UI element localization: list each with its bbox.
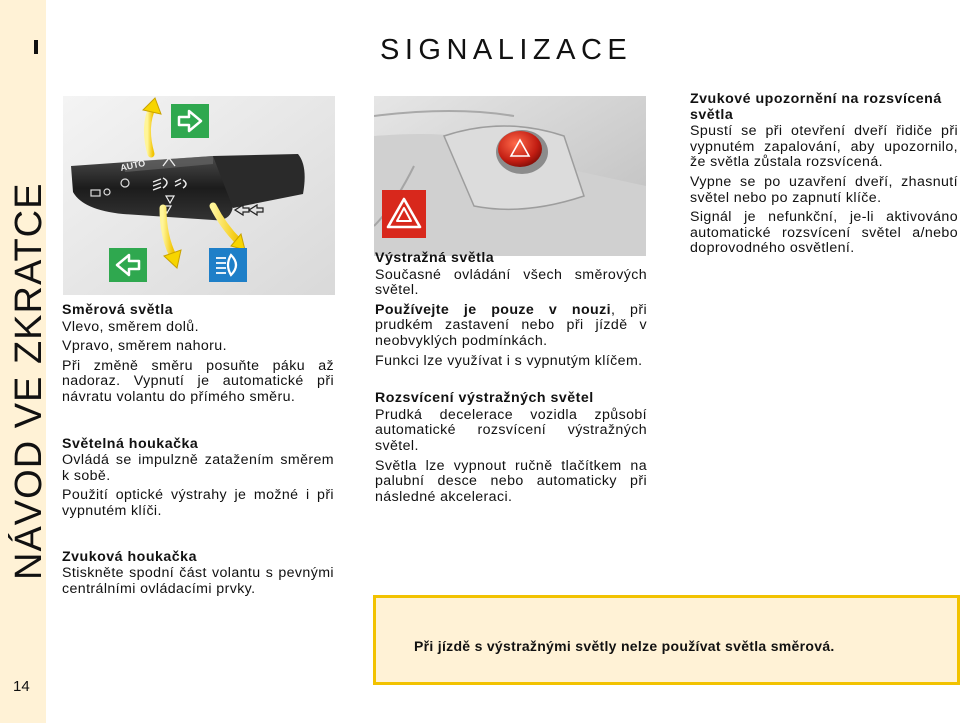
section-heading-turn-signals: Směrová světla [62, 302, 174, 318]
paragraph: Současné ovládání všech směrových světel. [375, 266, 647, 299]
paragraph: Vlevo, směrem dolů. [62, 318, 199, 335]
stalk-auto-label: AUTO [119, 157, 147, 173]
indicator-stalk-illustration [63, 96, 335, 295]
column-middle [375, 251, 647, 509]
warning-text: Při jízdě s výstražnými světly nelze používat světla směrová. [414, 638, 835, 654]
paragraph: Vpravo, směrem nahoru. [62, 338, 227, 355]
headlight-flash-icon [209, 248, 247, 282]
section-heading-hazard-activation: Rozsvícení výstražných světel [375, 390, 594, 407]
paragraph: Spustí se při otevření dveří řidiče při vypnutém zapalování, aby upozornilo, že světla zůstala rozsvícená. [690, 123, 958, 171]
emphasis-text: Používejte je pouze v nouzi [375, 301, 611, 318]
hazard-warning-icon [382, 190, 426, 238]
column-right [690, 92, 958, 261]
hazard-switch-illustration [374, 96, 646, 256]
paragraph [375, 303, 647, 350]
right-turn-indicator-icon [171, 104, 209, 138]
section-heading-headlight-flash: Světelná houkačka [62, 435, 199, 452]
section-heading-lights-on-alert: Zvukové upozornění na rozsvícená světla [690, 91, 942, 123]
paragraph: Použití optické výstrahy je možné i při vypnutém klíči. [62, 487, 334, 519]
left-turn-indicator-icon [109, 248, 147, 282]
section-marker [34, 40, 38, 54]
paragraph: Prudká decelerace vozidla způsobí automatické rozsvícení výstražných světel. [375, 406, 647, 454]
paragraph: Ovládá se impulzně zatažením směrem k sobě. [62, 452, 334, 484]
paragraph-rest: , při prudkém zastavení nebo při jízdě v neobvyklých podmínkách. [375, 301, 647, 349]
warning-box [373, 595, 960, 685]
page-title: SIGNALIZACE [380, 34, 633, 66]
section-heading-horn: Zvuková houkačka [62, 548, 197, 565]
paragraph: Vypne se po uzavření dveří, zhasnutí světel nebo po zapnutí klíče. [690, 173, 958, 206]
paragraph: Stiskněte spodní část volantu s pevnými centrálními ovládacími prvky. [62, 565, 334, 597]
paragraph: Světla lze vypnout ručně tlačítkem na palubní desce nebo automaticky při následné akceleraci. [375, 457, 647, 505]
section-heading-hazard-lights: Výstražná světla [375, 250, 495, 266]
sidebar-title: NÁVOD VE ZKRATCE [8, 182, 50, 580]
column-left [62, 303, 334, 601]
sidebar [0, 0, 50, 723]
paragraph: Funkci lze využívat i s vypnutým klíčem. [375, 352, 643, 369]
paragraph: Signál je nefunkční, je-li aktivováno automatické rozsvícení světel a/nebo doprovodného osvětlení. [690, 209, 958, 257]
paragraph: Při změně směru posuňte páku až nadoraz. Vypnutí je automatické při návratu volantu do přímého směru. [62, 357, 334, 405]
page-number: 14 [13, 678, 30, 695]
